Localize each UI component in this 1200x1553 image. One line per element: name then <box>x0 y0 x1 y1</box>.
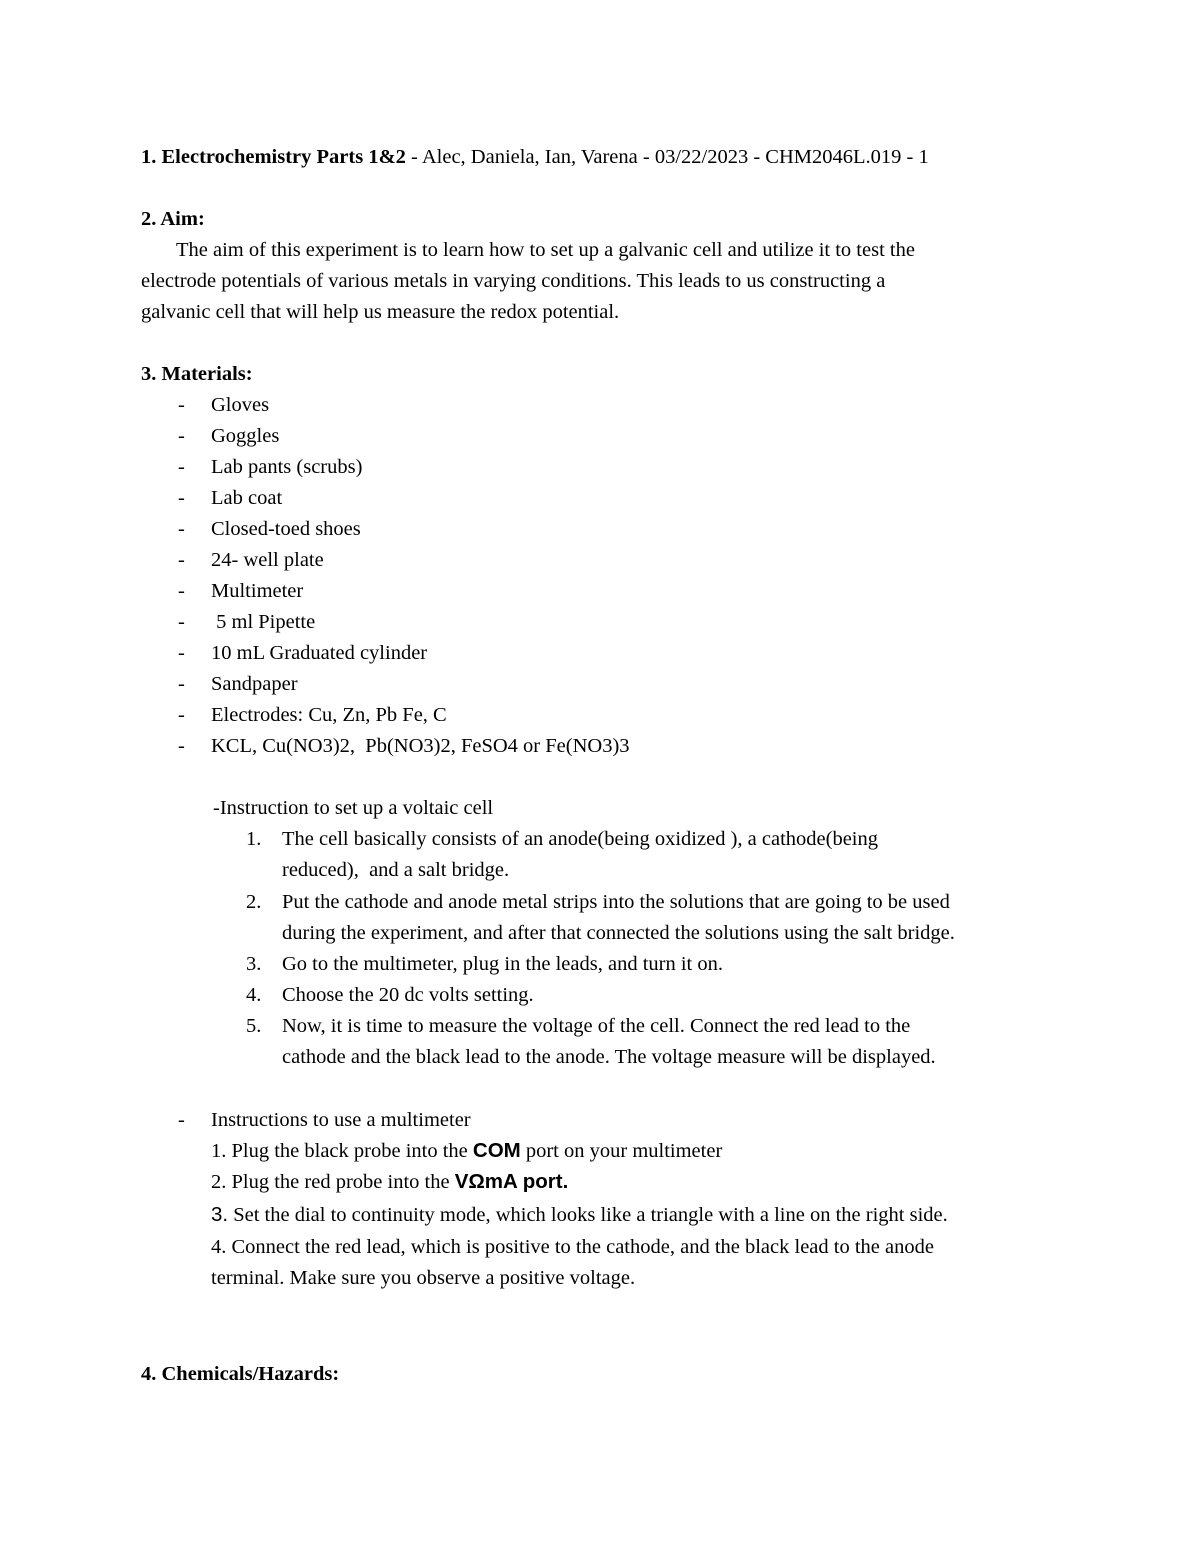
material-item: 5 ml Pipette <box>211 611 316 633</box>
header-number: 1. <box>141 146 157 168</box>
materials-heading: 3. Materials: <box>141 363 253 385</box>
multimeter-step-2 <box>211 1172 568 1193</box>
step-text: during the experiment, and after that connected the solutions using the salt bridge. <box>282 922 955 944</box>
bullet-dash: - <box>178 518 185 540</box>
multimeter-step-4-line-2: terminal. Make sure you observe a positive voltage. <box>211 1267 636 1289</box>
material-item: 10 mL Graduated cylinder <box>211 642 428 664</box>
step-number: 3. <box>246 953 262 975</box>
bullet-dash: - <box>178 1109 185 1131</box>
bullet-dash: - <box>178 735 185 757</box>
vomA-port-label: VΩmA port. <box>454 1170 569 1193</box>
header-details: - Alec, Daniela, Ian, Varena - 03/22/2023 - CHM2046L.019 - 1 <box>405 146 929 168</box>
aim-line-1: The aim of this experiment is to learn how to set up a galvanic cell and utilize it to test the <box>176 239 915 261</box>
voltaic-title: -Instruction to set up a voltaic cell <box>213 797 494 819</box>
bullet-dash: - <box>178 642 185 664</box>
step-number: 3. <box>211 1203 229 1226</box>
material-item: Multimeter <box>211 580 304 602</box>
bullet-dash: - <box>178 580 185 602</box>
material-item: Electrodes: Cu, Zn, Pb Fe, C <box>211 704 447 726</box>
multimeter-step-4-line-1: 4. Connect the red lead, which is positive to the cathode, and the black lead to the anode <box>211 1236 934 1258</box>
bullet-dash: - <box>178 611 185 633</box>
material-item: Goggles <box>211 425 280 447</box>
material-item: Sandpaper <box>211 673 298 695</box>
document-title: Electrochemistry Parts 1&2 <box>161 146 406 168</box>
bullet-dash: - <box>178 394 185 416</box>
step-text: cathode and the black lead to the anode. The voltage measure will be displayed. <box>282 1046 936 1068</box>
step-text: Set the dial to continuity mode, which looks like a triangle with a line on the right side. <box>228 1204 948 1226</box>
step-number: 4. <box>246 984 262 1006</box>
step-number: 2. <box>246 891 262 913</box>
bullet-dash: - <box>178 673 185 695</box>
com-port-label: COM <box>472 1139 521 1162</box>
bullet-dash: - <box>178 456 185 478</box>
step-text: The cell basically consists of an anode(being oxidized ), a cathode(being <box>282 828 878 850</box>
multimeter-step-3 <box>211 1205 948 1226</box>
step-text: Put the cathode and anode metal strips into the solutions that are going to be used <box>282 891 950 913</box>
step-text: reduced), and a salt bridge. <box>282 859 510 881</box>
step-number: 5. <box>246 1015 262 1037</box>
bullet-dash: - <box>178 549 185 571</box>
material-item: Closed-toed shoes <box>211 518 361 540</box>
chemicals-heading: 4. Chemicals/Hazards: <box>141 1363 340 1385</box>
multimeter-step-1 <box>211 1141 722 1162</box>
material-item: Lab coat <box>211 487 283 509</box>
aim-line-3: galvanic cell that will help us measure the redox potential. <box>141 301 620 323</box>
step-text: 1. Plug the black probe into the <box>211 1140 473 1162</box>
step-number: 1. <box>246 828 262 850</box>
bullet-dash: - <box>178 425 185 447</box>
material-item: Lab pants (scrubs) <box>211 456 363 478</box>
step-text: Choose the 20 dc volts setting. <box>282 984 534 1006</box>
aim-line-2: electrode potentials of various metals in varying conditions. This leads to us constructing a <box>141 270 886 292</box>
document-header <box>141 147 929 168</box>
step-text: 2. Plug the red probe into the <box>211 1171 455 1193</box>
material-item: 24- well plate <box>211 549 324 571</box>
material-item: Gloves <box>211 394 270 416</box>
aim-heading: 2. Aim: <box>141 208 205 230</box>
multimeter-title: Instructions to use a multimeter <box>211 1109 471 1131</box>
material-item: KCL, Cu(NO3)2, Pb(NO3)2, FeSO4 or Fe(NO3)3 <box>211 735 630 757</box>
bullet-dash: - <box>178 487 185 509</box>
step-text: Go to the multimeter, plug in the leads, and turn it on. <box>282 953 723 975</box>
step-text: port on your multimeter <box>520 1140 723 1162</box>
bullet-dash: - <box>178 704 185 726</box>
step-text: Now, it is time to measure the voltage of the cell. Connect the red lead to the <box>282 1015 911 1037</box>
